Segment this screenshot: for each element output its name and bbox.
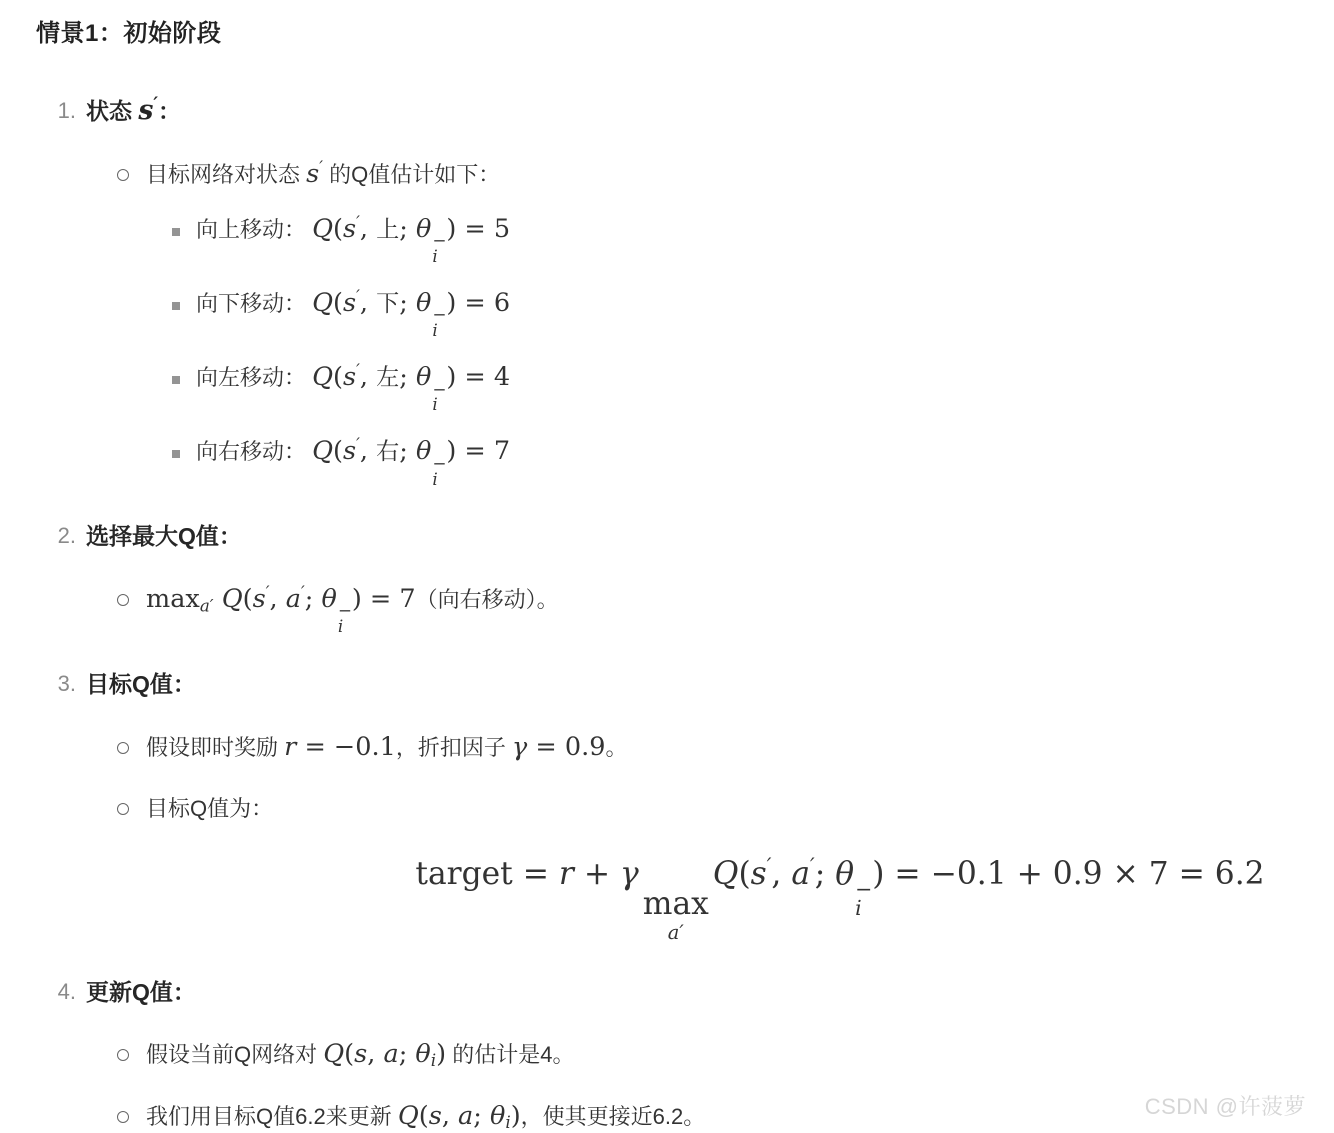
list-item-max-q (36, 519, 1334, 554)
scenario-heading: 情景1：初始阶段 (36, 20, 222, 47)
q-value-formula: 向左移动： Q(s′, 左; θ − i ) = 4 (196, 360, 511, 415)
max-q-formula: maxa′ Q(s′, a′; θ − i ) = 7（向右移动）。 (146, 581, 559, 637)
square-bullet-icon (172, 228, 180, 236)
subitem-text: 目标网络对状态 s′ 的Q值估计如下： (146, 156, 501, 190)
list-item-title: 状态 s′： (86, 94, 182, 127)
list-number: 3. (57, 671, 76, 697)
list-item-target-q (36, 667, 1334, 702)
list-item-title: 选择最大Q值： (86, 523, 242, 550)
list-item-state (36, 94, 1334, 129)
circle-bullet-icon (117, 803, 129, 815)
q-value-row-down (172, 288, 1334, 339)
square-bullet-icon (172, 302, 180, 310)
circle-bullet-icon (117, 742, 129, 754)
list-subitem (117, 156, 1334, 191)
target-display-formula: target = r + γ max a′ Q(s′, a′; θ − i ) = −0.1 + 0.9 × 7 = 6.2 (415, 854, 1265, 945)
list-subitem (117, 1039, 1334, 1071)
list-number: 1. (57, 98, 76, 124)
circle-bullet-icon (117, 594, 129, 606)
reward-discount-text: 假设即时奖励 r = −0.1，折扣因子 γ = 0.9。 (146, 731, 628, 762)
list-item-update-q (36, 975, 1334, 1010)
list-number: 4. (57, 978, 76, 1004)
list-item-title: 更新Q值： (86, 978, 196, 1005)
list-subitem (117, 581, 1334, 637)
update-q-text: 我们用目标Q值6.2来更新 Q(s, a; θi)，使其更接近6.2。 (146, 1101, 706, 1133)
q-value-formula: 向右移动： Q(s′, 右; θ − i ) = 7 (196, 434, 511, 489)
list-item-title: 目标Q值： (86, 671, 196, 698)
list-number: 2. (57, 523, 76, 549)
target-q-label: 目标Q值为： (146, 796, 274, 822)
square-bullet-icon (172, 450, 180, 458)
circle-bullet-icon (117, 1111, 129, 1123)
q-value-row-left (172, 362, 1334, 413)
list-subitem (117, 793, 1334, 825)
circle-bullet-icon (117, 1049, 129, 1061)
list-subitem (117, 732, 1334, 764)
watermark: CSDN @许菠萝 (1144, 1094, 1306, 1120)
current-q-estimate-text: 假设当前Q网络对 Q(s, a; θi) 的估计是4。 (146, 1039, 575, 1071)
q-value-formula: 向下移动： Q(s′, 下; θ − i ) = 6 (196, 286, 511, 341)
square-bullet-icon (172, 376, 180, 384)
q-value-formula: 向上移动： Q(s′, 上; θ − i ) = 5 (196, 211, 511, 267)
q-value-row-right (172, 436, 1334, 487)
q-value-row-up (172, 211, 1334, 267)
circle-bullet-icon (117, 169, 129, 181)
